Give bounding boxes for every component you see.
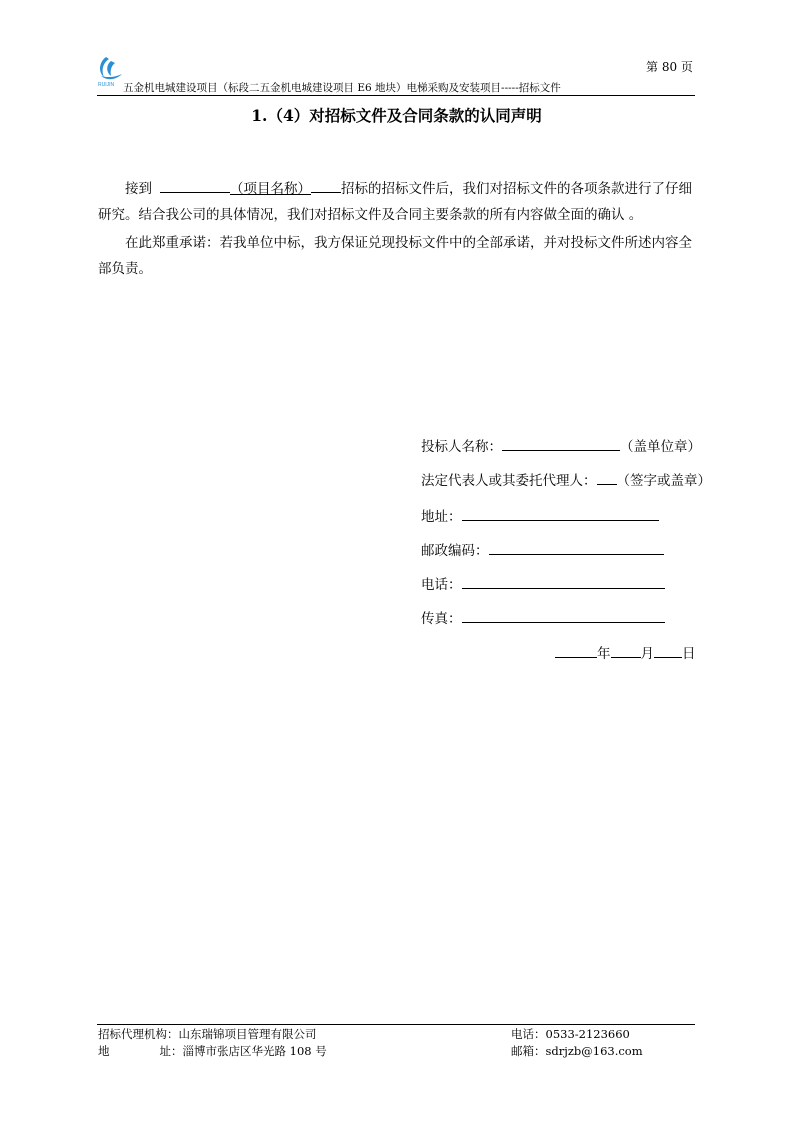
bidder-name-row: 投标人名称： （盖单位章） [421,435,701,455]
footer-agency: 招标代理机构：山东瑞锦项目管理有限公司 [98,1027,317,1041]
header-document-title: 五金机电城建设项目（标段二五金机电城建设项目 E6 地块）电梯采购及安装项目-----招标文件 [123,82,561,94]
footer-email: 邮箱：sdrjzb@163.com [511,1044,643,1058]
footer-phone: 电话：0533-2123660 [511,1027,630,1041]
svg-text:RUIJIN: RUIJIN [98,82,115,88]
paragraph-acknowledgement: 接到 （项目名称） 招标的招标文件后，我们对招标文件的各项条款进行了仔细研究。结合我公司的具体情况，我们对招标文件及合同主要条款的所有内容做全面的确认 。 [98,176,698,228]
header-divider [97,95,695,96]
address-blank[interactable] [462,506,659,521]
blank-line [160,178,230,193]
fax-blank[interactable] [462,608,665,623]
phone-row: 电话： [421,573,665,593]
postcode-row: 邮政编码： [421,539,664,559]
footer-divider [97,1024,695,1025]
day-blank[interactable] [654,643,682,658]
address-row: 地址： [421,505,659,525]
footer-address: 地 址：淄博市张店区华光路 108 号 [98,1044,327,1058]
paragraph-commitment: 在此郑重承诺：若我单位中标，我方保证兑现投标文件中的全部承诺，并对投标文件所述内容全部负责。 [98,235,692,277]
year-blank[interactable] [555,643,597,658]
page-number: 第 80 页 [646,60,693,74]
phone-blank[interactable] [462,574,665,589]
representative-row: 法定代表人或其委托代理人： （签字或盖章） [421,469,711,489]
date-row: 年 月 日 [555,642,696,662]
bidder-name-blank[interactable] [502,436,620,451]
fax-row: 传真： [421,607,665,627]
blank-line [311,178,341,193]
representative-blank[interactable] [597,470,617,485]
project-name-placeholder: （项目名称） [230,181,311,197]
postcode-blank[interactable] [489,540,664,555]
month-blank[interactable] [611,643,641,658]
page-title: 1.（4）对招标文件及合同条款的认同声明 [251,106,542,125]
company-logo [97,54,125,88]
